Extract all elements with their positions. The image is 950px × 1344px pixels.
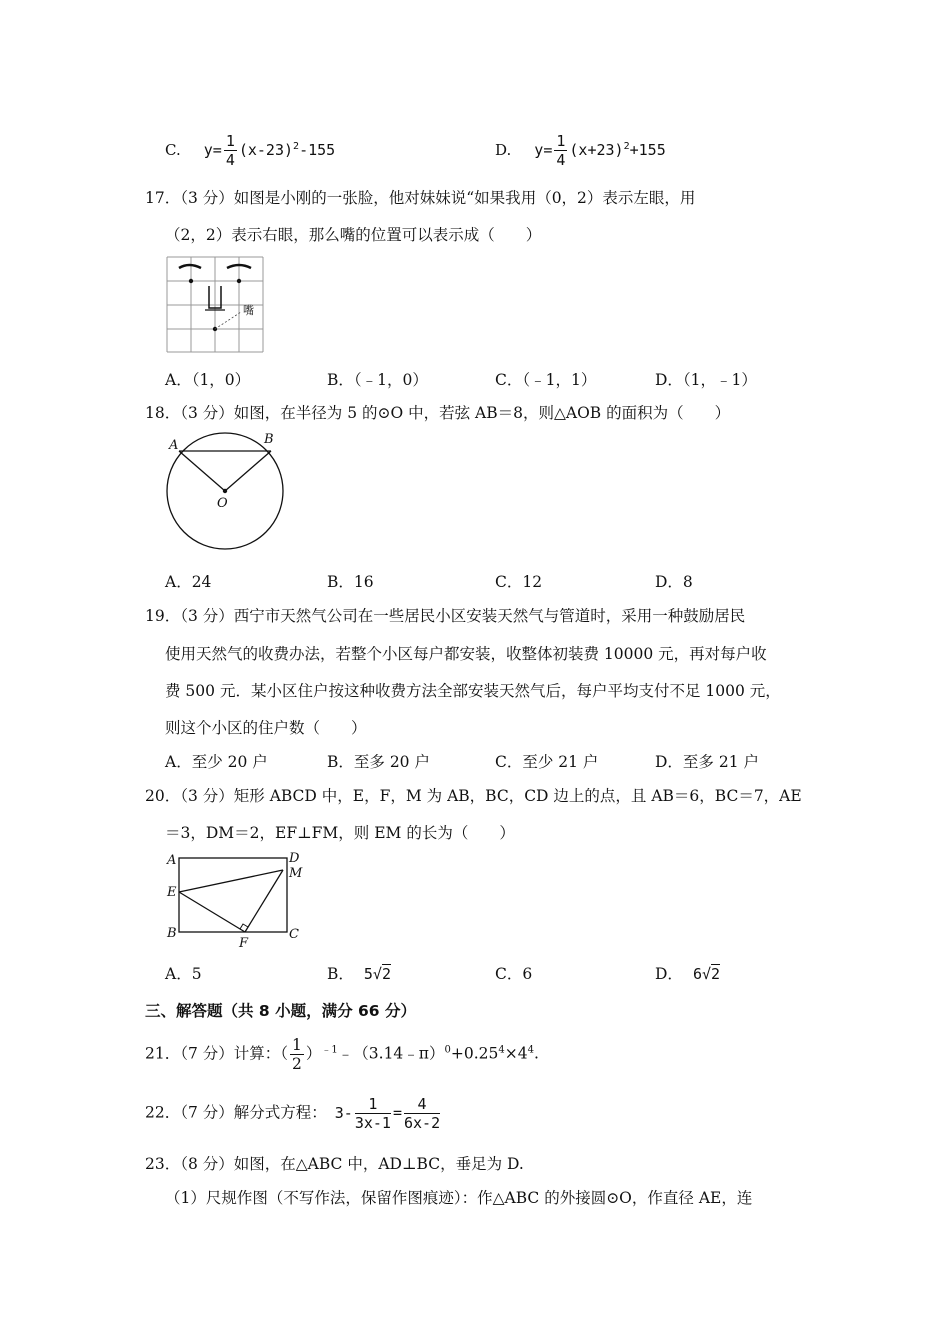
radicand: 2 bbox=[711, 965, 721, 983]
q20-line1: 20．（3 分）矩形 ABCD 中，E，F，M 为 AB，BC，CD 边上的点，且 AB＝6，BC＝7，AE bbox=[145, 787, 802, 805]
q21-prefix: 21．（7 分）计算：（ bbox=[145, 1044, 289, 1063]
equation-prefix: y= bbox=[203, 141, 222, 159]
point-b-label: B bbox=[167, 926, 177, 941]
option-label: C. bbox=[165, 141, 181, 159]
term: ×4 bbox=[504, 1044, 528, 1063]
q18-option-a: A．24 bbox=[165, 573, 212, 591]
radicand: 2 bbox=[381, 965, 391, 983]
fraction bbox=[290, 1036, 304, 1073]
point-f-label: F bbox=[239, 936, 249, 950]
denominator: 6x-2 bbox=[403, 1114, 441, 1132]
exponent: 4 bbox=[527, 1044, 534, 1056]
q20-option-a: A．5 bbox=[165, 965, 202, 983]
numerator: 4 bbox=[404, 1095, 440, 1114]
q19-option-c: C．至少 21 户 bbox=[495, 753, 599, 771]
equals-sign: = bbox=[392, 1103, 402, 1122]
q17-option-d: D．（1，﹣1） bbox=[655, 371, 757, 389]
fraction-1 bbox=[355, 1095, 391, 1132]
q19-line4: 则这个小区的住户数（ ） bbox=[165, 719, 367, 737]
coefficient: 5 bbox=[363, 965, 373, 983]
q19-line3: 费 500 元．某小区住户按这种收费方法全部安装天然气后，每户平均支付不足 1000 元， bbox=[165, 682, 781, 700]
paren-close: ） bbox=[305, 1044, 322, 1063]
q18-option-b: B．16 bbox=[327, 573, 374, 591]
point-a-label: A bbox=[169, 438, 179, 453]
q18-line1: 18．（3 分）如图，在半径为 5 的⊙O 中，若弦 AB＝8，则△AOB 的面积为（ ） bbox=[145, 404, 731, 422]
section-heading: 三、解答题（共 8 小题，满分 66 分） bbox=[145, 1002, 416, 1020]
exponent: 4 bbox=[498, 1044, 505, 1056]
point-c-label: C bbox=[289, 927, 299, 942]
equation-tail: +155 bbox=[629, 141, 666, 159]
sqrt-sign: √ bbox=[372, 965, 382, 983]
q17-option-c: C．（﹣1，1） bbox=[495, 371, 597, 389]
q16-option-d bbox=[495, 132, 666, 169]
q18-option-d: D．8 bbox=[655, 573, 693, 591]
q20-option-b bbox=[327, 962, 391, 984]
q20-option-d bbox=[655, 962, 720, 984]
q19-option-d: D．至多 21 户 bbox=[655, 753, 760, 771]
numerator: 1 bbox=[355, 1095, 391, 1114]
equation-body: (x+23) bbox=[569, 141, 624, 159]
period: . bbox=[533, 1044, 539, 1063]
numerator: 1 bbox=[556, 132, 566, 150]
term: ﹣（3.14﹣π） bbox=[337, 1044, 445, 1063]
exponent: ﹣1 bbox=[321, 1044, 338, 1056]
mouth-label: 嘴 bbox=[243, 304, 254, 317]
numerator: 1 bbox=[225, 132, 235, 150]
q16-option-c bbox=[165, 132, 335, 169]
option-label: B． bbox=[327, 965, 354, 983]
point-d-label: D bbox=[289, 851, 300, 866]
fraction bbox=[554, 132, 567, 169]
equation-lead: 3- bbox=[334, 1103, 353, 1122]
q18-circle-figure bbox=[160, 428, 290, 556]
exponent: 2 bbox=[623, 141, 630, 152]
denominator: 2 bbox=[292, 1055, 302, 1073]
q21-line bbox=[145, 1036, 539, 1073]
sqrt-sign: √ bbox=[701, 965, 711, 983]
denominator: 4 bbox=[225, 151, 235, 169]
q20-rectangle-figure bbox=[163, 850, 313, 950]
q19-line1: 19．（3 分）西宁市天然气公司在一些居民小区安装天然气与管道时，采用一种鼓励居民 bbox=[145, 607, 746, 625]
q19-line2: 使用天然气的收费办法，若整个小区每户都安装，收整体初装费 10000 元，再对每户收 bbox=[165, 645, 767, 663]
q23-line2: （1）尺规作图（不写作法，保留作图痕迹）：作△ABC 的外接圆⊙O，作直径 AE，连 bbox=[165, 1189, 753, 1207]
point-e-label: E bbox=[167, 885, 177, 900]
q19-option-a: A．至少 20 户 bbox=[165, 753, 268, 771]
q17-line2: （2，2）表示右眼，那么嘴的位置可以表示成（ ） bbox=[165, 226, 542, 244]
q17-option-a: A．（1，0） bbox=[165, 371, 251, 389]
exponent: 0 bbox=[444, 1044, 451, 1056]
q17-face-grid-figure bbox=[165, 256, 265, 354]
term: +0.25 bbox=[450, 1044, 499, 1063]
point-a-label: A bbox=[167, 853, 177, 868]
q20-option-c: C．6 bbox=[495, 965, 533, 983]
q17-option-b: B．（﹣1，0） bbox=[327, 371, 428, 389]
denominator: 4 bbox=[556, 151, 566, 169]
point-b-label: B bbox=[264, 432, 274, 447]
coefficient: 6 bbox=[692, 965, 702, 983]
equation-prefix: y= bbox=[534, 141, 553, 159]
equation-tail: -155 bbox=[299, 141, 336, 159]
q23-line1: 23．（8 分）如图，在△ABC 中，AD⊥BC，垂足为 D. bbox=[145, 1155, 524, 1173]
option-label: D. bbox=[495, 141, 512, 159]
q18-option-c: C．12 bbox=[495, 573, 543, 591]
exponent: 2 bbox=[293, 141, 300, 152]
q22-line bbox=[145, 1095, 442, 1132]
option-label: D． bbox=[655, 965, 683, 983]
fraction-2 bbox=[404, 1095, 440, 1132]
point-o-label: O bbox=[217, 496, 228, 511]
q17-line1: 17．（3 分）如图是小刚的一张脸，他对妹妹说“如果我用（0，2）表示左眼，用 bbox=[145, 189, 696, 207]
point-m-label: M bbox=[289, 866, 303, 881]
fraction bbox=[224, 132, 237, 169]
denominator: 3x-1 bbox=[354, 1114, 391, 1132]
q20-line2: ＝3，DM＝2，EF⊥FM，则 EM 的长为（ ） bbox=[165, 824, 515, 842]
q22-prefix: 22．（7 分）解分式方程： bbox=[145, 1103, 327, 1122]
numerator: 1 bbox=[292, 1036, 302, 1054]
equation-body: (x-23) bbox=[238, 141, 294, 159]
q19-option-b: B．至多 20 户 bbox=[327, 753, 430, 771]
